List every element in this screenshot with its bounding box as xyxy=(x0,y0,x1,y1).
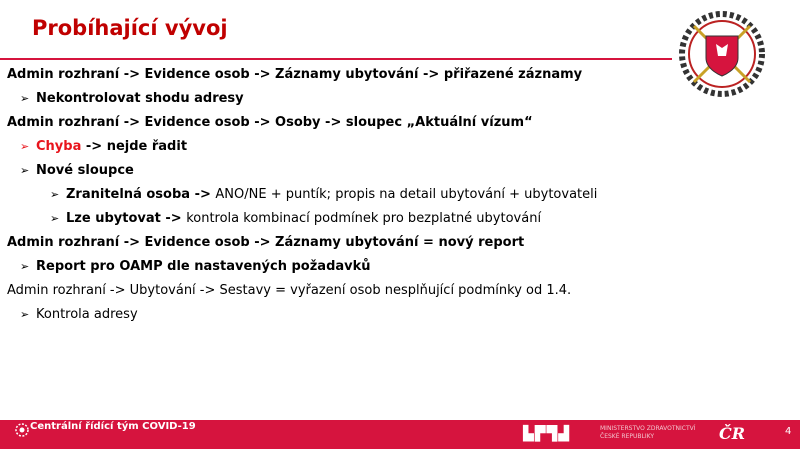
item-text: Nekontrolovat shodu adresy xyxy=(36,91,244,106)
arrow-bullet-icon: ➢ xyxy=(50,188,60,201)
item-text: kontrola kombinací podmínek pro bezplatné ubytování xyxy=(186,211,542,226)
cr-logo: ČR xyxy=(719,424,746,443)
arrow-bullet-icon: ➢ xyxy=(20,92,30,105)
title-divider xyxy=(0,58,672,60)
bullet-item xyxy=(20,139,187,155)
bullet-item xyxy=(20,259,371,275)
arrow-bullet-icon: ➢ xyxy=(20,164,30,177)
item-text: Kontrola adresy xyxy=(36,307,138,322)
section-header: Admin rozhraní -> Evidence osob -> Záznamy ubytování -> přiřazené záznamy xyxy=(7,67,583,82)
item-text: Report pro OAMP dle nastavených požadavků xyxy=(36,259,371,274)
ministry-line-1: MINISTERSTVO ZDRAVOTNICTVÍ xyxy=(600,425,696,432)
arrow-bullet-icon: ➢ xyxy=(20,140,30,153)
sub-bullet-item xyxy=(50,211,541,227)
page-number: 4 xyxy=(785,426,792,437)
arrow-bullet-icon: ➢ xyxy=(50,212,60,225)
mz-logo: ▙▛▜▟ xyxy=(523,426,571,442)
item-label: Lze ubytovat -> xyxy=(66,211,187,226)
bullet-item xyxy=(20,163,134,179)
item-label: Zranitelná osoba -> xyxy=(66,187,216,202)
sub-bullet-item xyxy=(50,187,597,203)
section-header: Admin rozhraní -> Evidence osob -> Osoby -> sloupec „Aktuální vízum“ xyxy=(7,115,533,130)
footer-bar xyxy=(0,420,800,449)
ministry-name xyxy=(600,425,696,441)
ministry-line-2: ČESKÉ REPUBLIKY xyxy=(600,433,655,440)
item-text: Nové sloupce xyxy=(36,163,134,178)
section-header: Admin rozhraní -> Evidence osob -> Záznamy ubytování = nový report xyxy=(7,235,525,250)
bullet-item xyxy=(20,91,244,107)
page-title: Probíhající vývoj xyxy=(32,16,228,40)
coat-of-arms-emblem xyxy=(676,8,768,100)
arrow-bullet-icon: ➢ xyxy=(20,260,30,273)
footer-team-name: Centrální řídící tým COVID-19 xyxy=(30,421,196,432)
item-text: ANO/NE + puntík; propis na detail ubytování + ubytovateli xyxy=(215,187,598,202)
item-text: -> nejde řadit xyxy=(81,139,188,154)
section-header: Admin rozhraní -> Ubytování -> Sestavy = vyřazení osob nesplňující podmínky od 1.4. xyxy=(7,283,572,298)
error-label: Chyba xyxy=(36,139,82,154)
arrow-bullet-icon: ➢ xyxy=(20,308,30,321)
bullet-item xyxy=(20,307,138,323)
virus-icon xyxy=(12,420,32,440)
